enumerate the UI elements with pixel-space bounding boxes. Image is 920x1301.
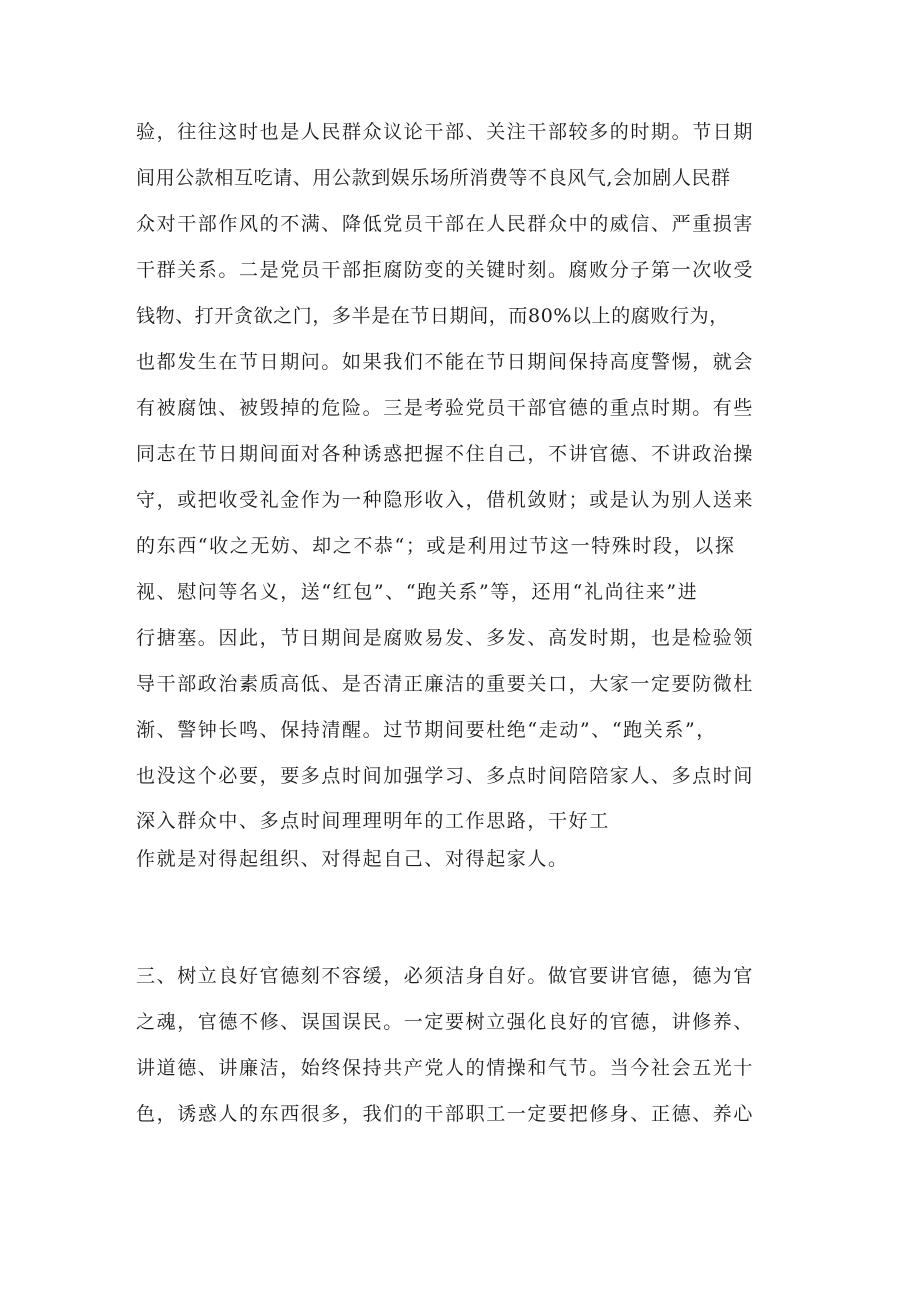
paragraph-line: 钱物、打开贪欲之门，多半是在节日期间，而80%以上的腐败行为， [136, 305, 729, 327]
paragraph-line: 导干部政治素质高低、是否清正廉洁的重要关口，大家一定要防微杜 [136, 673, 755, 695]
paragraph-line: 深入群众中、多点时间理理明年的工作思路，干好工 [136, 810, 610, 832]
paragraph-line: 守，或把收受礼金作为一种隐形收入，借机敛财；或是认为别人送来 [136, 489, 755, 511]
paragraph-line: 之魂，官德不修、误国误民。一定要树立强化良好的官德，讲修养、 [136, 1011, 755, 1033]
paragraph-line: 视、慰问等名义，送“红包”、“跑关系”等，还用“礼尚往来”进 [136, 581, 699, 603]
paragraph-line: 也没这个必要，要多点时间加强学习、多点时间陪陪家人、多点时间 [136, 765, 755, 787]
paragraph-line: 有被腐蚀、被毁掉的危险。三是考验党员干部官德的重点时期。有些 [136, 397, 755, 419]
paragraph-line: 间用公款相互吃请、用公款到娱乐场所消费等不良风气,会加剧人民群 [136, 167, 731, 189]
paragraph-line: 渐、警钟长鸣、保持清醒。过节期间要杜绝“走动”、“跑关系”， [136, 719, 717, 741]
paragraph-line: 行搪塞。因此，节日期间是腐败易发、多发、高发时期，也是检验领 [136, 627, 755, 649]
paragraph-line: 色，诱惑人的东西很多，我们的干部职工一定要把修身、正德、养心 [136, 1103, 755, 1125]
paragraph-line: 众对干部作风的不满、降低党员干部在人民群众中的威信、严重损害 [136, 213, 755, 235]
paragraph-line: 干群关系。二是党员干部拒腐防变的关键时刻。腐败分子第一次收受 [136, 259, 755, 281]
paragraph-line: 作就是对得起组织、对得起自己、对得起家人。 [136, 848, 569, 870]
paragraph-line: 三、树立良好官德刻不容缓，必须洁身自好。做官要讲官德，德为官 [136, 965, 755, 987]
paragraph-line: 也都发生在节日期问。如果我们不能在节日期间保持高度警惕，就会 [136, 351, 755, 373]
paragraph-line: 验，往往这时也是人民群众议论干部、关注干部较多的时期。节日期 [136, 121, 755, 143]
paragraph-line: 同志在节日期间面对各种诱惑把握不住自己，不讲官德、不讲政治操 [136, 443, 755, 465]
paragraph-line: 讲道德、讲廉洁，始终保持共产党人的情操和气节。当今社会五光十 [136, 1057, 755, 1079]
paragraph-line: 的东西“收之无妨、却之不恭“；或是利用过节这一特殊时段，以探 [136, 535, 736, 557]
